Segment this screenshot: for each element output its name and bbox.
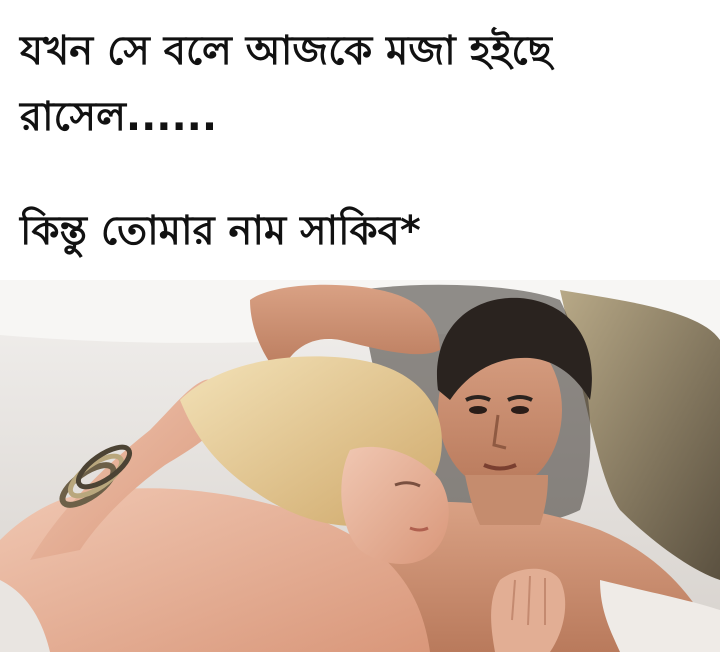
photo-illustration (0, 280, 720, 652)
meme-photo (0, 280, 720, 652)
caption-line-1: যখন সে বলে আজকে মজা হইছে (20, 28, 552, 74)
caption-line-3: কিন্তু তোমার নাম সাকিব* (20, 208, 421, 254)
man-eye-right (511, 406, 529, 414)
caption-line-2: রাসেল...... (20, 94, 218, 140)
man-eye-left (469, 406, 487, 414)
meme-caption (0, 0, 720, 280)
